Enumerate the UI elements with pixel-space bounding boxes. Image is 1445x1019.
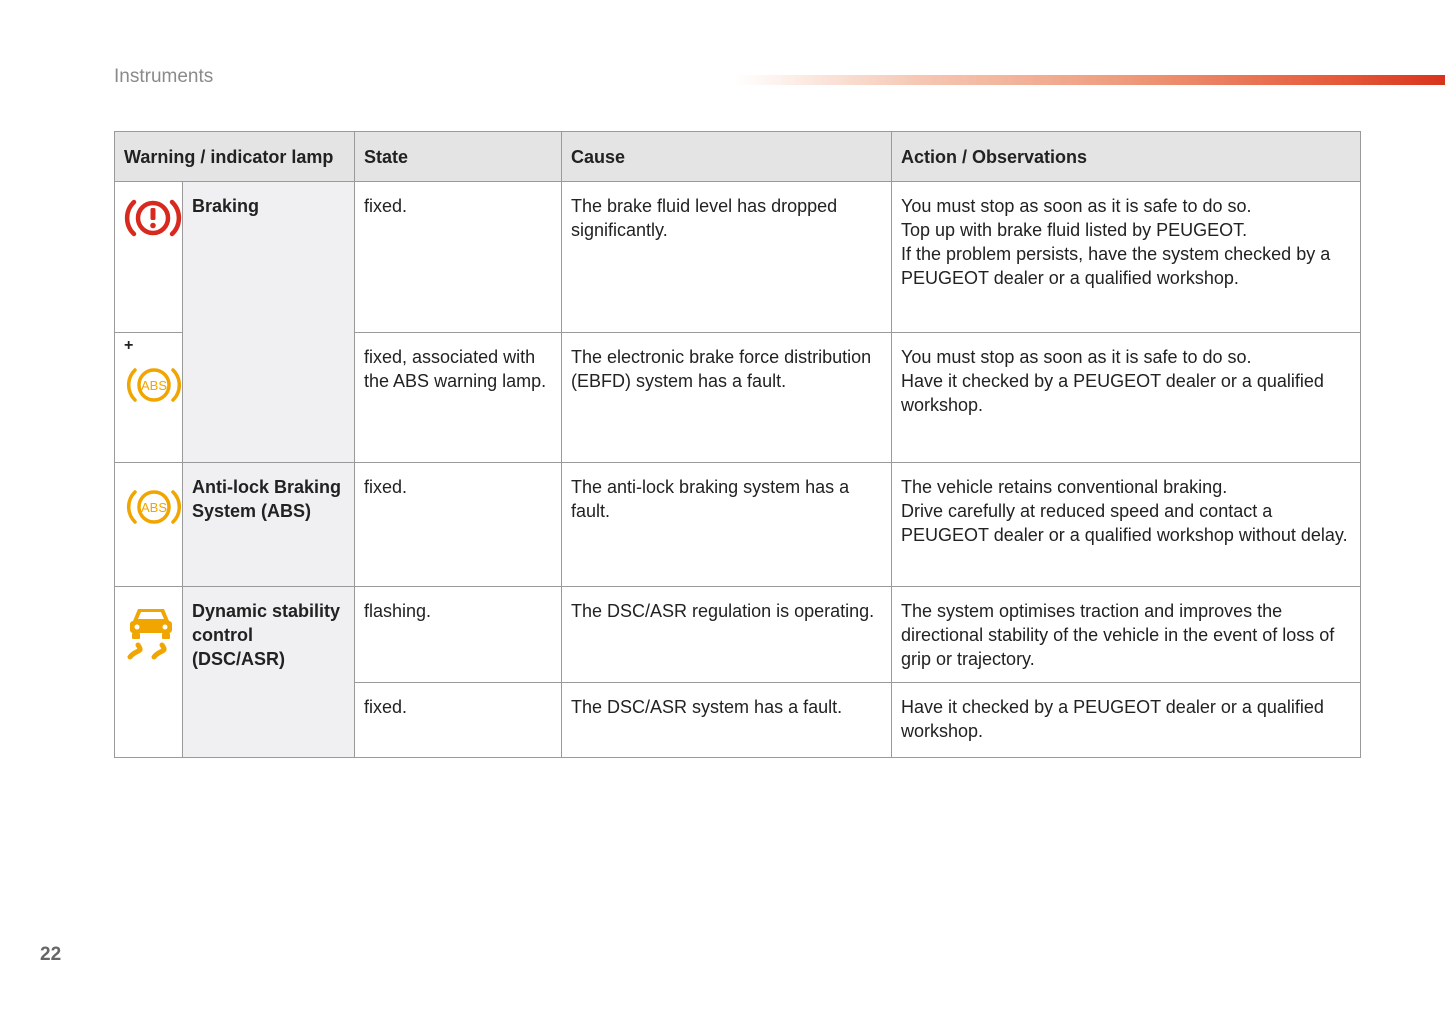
action-line: Drive carefully at reduced speed and contact a PEUGEOT dealer or a qualified workshop without delay. xyxy=(901,501,1348,545)
cause-cell: The DSC/ASR regulation is operating. xyxy=(562,587,892,683)
plus-sign: + xyxy=(124,337,134,354)
lamp-icon-cell xyxy=(115,587,183,758)
action-line: Top up with brake fluid listed by PEUGEOT. xyxy=(901,220,1248,240)
lamp-name-braking: Braking xyxy=(183,182,355,463)
action-line: You must stop as soon as it is safe to do so. xyxy=(901,347,1252,367)
action-line: The system optimises traction and improves the directional stability of the vehicle in the event of loss of grip or trajectory. xyxy=(901,601,1335,669)
table-header-row xyxy=(115,132,1361,182)
action-cell xyxy=(892,683,1361,758)
action-line: The vehicle retains conventional braking. xyxy=(901,477,1228,497)
brake-warning-icon xyxy=(124,194,182,242)
action-line: If the problem persists, have the system checked by a PEUGEOT dealer or a qualified workshop. xyxy=(901,244,1331,288)
state-cell: fixed. xyxy=(355,182,562,333)
warning-lamp-table xyxy=(114,131,1361,758)
header-accent-bar xyxy=(735,75,1445,85)
cause-cell: The brake fluid level has dropped significantly. xyxy=(562,182,892,333)
action-line: Have it checked by a PEUGEOT dealer or a qualified workshop. xyxy=(901,371,1324,415)
lamp-icon-cell xyxy=(115,463,183,587)
table-row xyxy=(115,182,1361,333)
state-cell: fixed. xyxy=(355,463,562,587)
state-cell: flashing. xyxy=(355,587,562,683)
state-cell: fixed, associated with the ABS warning lamp. xyxy=(355,333,562,463)
section-title: Instruments xyxy=(114,66,214,87)
table-row xyxy=(115,463,1361,587)
action-line: Have it checked by a PEUGEOT dealer or a qualified workshop. xyxy=(901,697,1324,741)
lamp-name-dsc: Dynamic stability control (DSC/ASR) xyxy=(183,587,355,758)
table-row xyxy=(115,587,1361,683)
cause-cell: The anti-lock braking system has a fault. xyxy=(562,463,892,587)
abs-icon-label: ABS xyxy=(140,500,168,515)
abs-warning-icon xyxy=(124,483,184,531)
page-number: 22 xyxy=(40,944,62,965)
cause-cell: The DSC/ASR system has a fault. xyxy=(562,683,892,758)
action-cell xyxy=(892,333,1361,463)
action-cell xyxy=(892,182,1361,333)
abs-icon-label: ABS xyxy=(140,378,168,393)
column-header-lamp: Warning / indicator lamp xyxy=(115,132,355,182)
column-header-cause: Cause xyxy=(562,132,892,182)
abs-warning-icon xyxy=(124,361,184,409)
skidding-car-icon xyxy=(124,605,178,661)
state-cell: fixed. xyxy=(355,683,562,758)
lamp-name-abs: Anti-lock Braking System (ABS) xyxy=(183,463,355,587)
column-header-action: Action / Observations xyxy=(892,132,1361,182)
cause-cell: The electronic brake force distribution (EBFD) system has a fault. xyxy=(562,333,892,463)
lamp-icon-cell xyxy=(115,333,183,463)
action-cell xyxy=(892,463,1361,587)
lamp-icon-cell xyxy=(115,182,183,333)
action-cell xyxy=(892,587,1361,683)
column-header-state: State xyxy=(355,132,562,182)
action-line: You must stop as soon as it is safe to do so. xyxy=(901,196,1252,216)
